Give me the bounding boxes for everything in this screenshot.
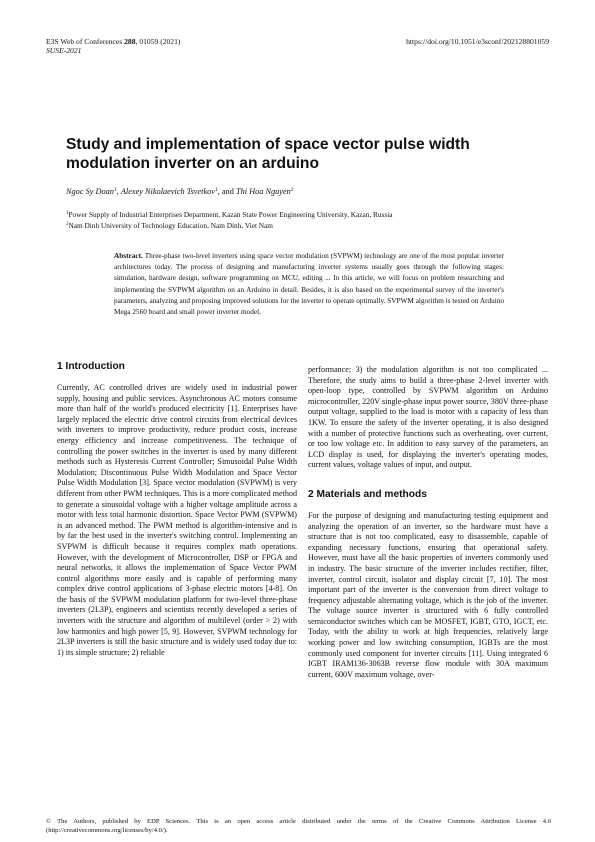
section-heading-materials-methods: 2 Materials and methods	[308, 488, 427, 500]
introduction-paragraph: Currently, AC controlled drives are widely used in industrial power supply, housing and public services. Asynchronous AC motors consume more than half of the world's produced electricity [1]. Enterprises have largely replaced the electric drive control circuits from electrical devices with inverters to improve productivity, reduce product costs, increase energy efficiency and increase competitiveness. The technique of controlling the power switches in the inverter is used by many different methods such as Hysteresis Current Controller; Simusoidal Pulse Width Modulation; Discontinuous Pulse Width Modulation and Space Vector Pulse Width Modulation [3]. Space vector modulation (SVPWM) is very different from other PWM techniques. This is a more complicated method to generate a sinusoidal voltage with a higher voltage amplitude across a motor with less total harmonic distortion. Space Vector PWM (SVPWM) is an advanced method. The PWM method is algorithm-intensive and is by far the best used in the inverter's switching control. Implementing an SVPWM is difficult because it requires complex math operations. However, with the development of Microcontroller, DSP or FPGA and neural networks, it allows the implementation of Space Vector PWM control algorithms more easily and is capable of performing many complex drive control applications of 3-phase electric motors [4-8]. On the basis of the SVPWM modulation platform for two-level three-phase inverters (2L3P), engineers and scientists recently developed a series of inverters with the structure and algorithm of multilevel (order > 2) with low harmonics and high power [5, 9]. However, SVPWM technology for 2L3P inverters is still the basic structure and is widely used today due to: 1) its simple structure; 2) reliable	[57, 383, 297, 657]
author-name: Alexey Nikolaevich Tsvetkov	[120, 187, 215, 196]
paper-title: Study and implementation of space vector pulse width modulation inverter on an arduino	[66, 136, 470, 172]
journal-name: E3S Web of Conferences	[46, 37, 125, 46]
methods-paragraph: For the purpose of designing and manufacturing testing equipment and analyzing the operation of an inverter, so the hardware must have a structure that is not too complicated, easy to disassemble, capable of expanding necessary functions, ensuring that operational safety. However, must have all the basic properties of inverters commonly used in industry. The basic structure of the inverter includes rectifier, filter, inverter, control circuit, isolator and display circuit [7, 10]. The most important part of the inverter is the conversion from direct voltage to frequency adjustable alternating voltage, which is the job of the inverter. The voltage source inverter is structured with 6 fully controlled semiconductor switches which can be MOSFET, IGBT, GTO, IGCT, etc. Today, with the ability to work at high frequencies, relatively large working power and low switching consumption, IGBTs are the most commonly used component for inverter circuits [11]. Using integrated 6 IGBT IRAM136-3063B reverse flow module with 30A maximum current, 600V maximum voltage, over-	[308, 510, 548, 679]
author-affiliation-mark: 1	[113, 187, 117, 193]
affiliation-text: Nam Dinh University of Technology Education, Nam Dinh, Viet Nam	[68, 221, 273, 231]
author-name: Thi Hoa Nguyen	[235, 187, 291, 196]
journal-citation	[46, 37, 180, 46]
author-affiliation-mark: 1	[215, 187, 218, 193]
license-footer: © The Authors, published by EDP Sciences. This is an open access article distributed under the terms of the Creative Commons Attribution License 4.0 (http://creativecommons.org/licenses/by/4.0/).	[46, 818, 551, 834]
right-column	[308, 365, 548, 680]
author-list: Ngoc Sy Doan$^1$, Alexey Nikolaevich Tsvetkov$^1$, and Thi Hoa Nguyen$^2$	[66, 187, 294, 196]
affiliation-mark: 1	[66, 211, 69, 216]
affiliation-text: Power Supply of Industrial Enterprises Department, Kazan State Power Engineering University, Kazan, Russia	[68, 210, 393, 219]
abstract-label: Abstract.	[114, 252, 143, 260]
journal-volume: 288	[124, 37, 136, 46]
affiliation-mark: 2	[66, 222, 69, 228]
affiliation-line	[66, 209, 392, 220]
running-header	[46, 37, 180, 56]
abstract	[114, 251, 504, 318]
conference-name: SUSE-2021	[46, 46, 82, 56]
introduction-paragraph-continued: performance; 3) the modulation algorithm is not too complicated ... Therefore, the study aims to build a three-phase 2-level inverter with open-loop type, controlled by SVPWM algorithm on Arduino microcontroller, 220V single-phase input power source, 380V three-phase output voltage, supplied to the load is motor with a capacity of less than 1KW. To ensure the safety of the inverter operating, it is also designed with a number of protective functions such as overheating, over current, or too low voltage etc. In addition to easy survey of the parameters, an LCD display is used, for displaying the inverter's operating modes, current values, voltage values of input, and output.	[308, 365, 548, 470]
abstract-text: Three-phase two-level inverters using space vector modulation (SVPWM) technology are one of the most popular inverter architectures today. The process of designing and manufacturing inverter systems usually goes through the following stages: simulation, hardware design, software programming on MCU, editing ... In this article, we will focus on problem researching and implementing the SVPWM algorithm on an Arduino in detail. Besides, it is also based on the experimental survey of the inverter's parameters, analyzing and proposing improved solutions for the inverter to operate optimally. SVPWM algorithm is tested on Arduino Mega 2560 board and small power inverter model.	[114, 252, 504, 317]
author-affiliation-mark: 2	[290, 187, 294, 193]
affiliation-line	[66, 220, 392, 231]
section-heading-introduction: 1 Introduction	[57, 361, 125, 372]
author-name: Ngoc Sy Doan	[66, 187, 114, 196]
doi-link[interactable]: https://doi.org/10.1051/e3sconf/202128801059	[406, 37, 549, 46]
article-number: , 01059 (2021)	[135, 37, 181, 46]
left-column	[57, 360, 297, 658]
affiliations	[66, 209, 392, 231]
